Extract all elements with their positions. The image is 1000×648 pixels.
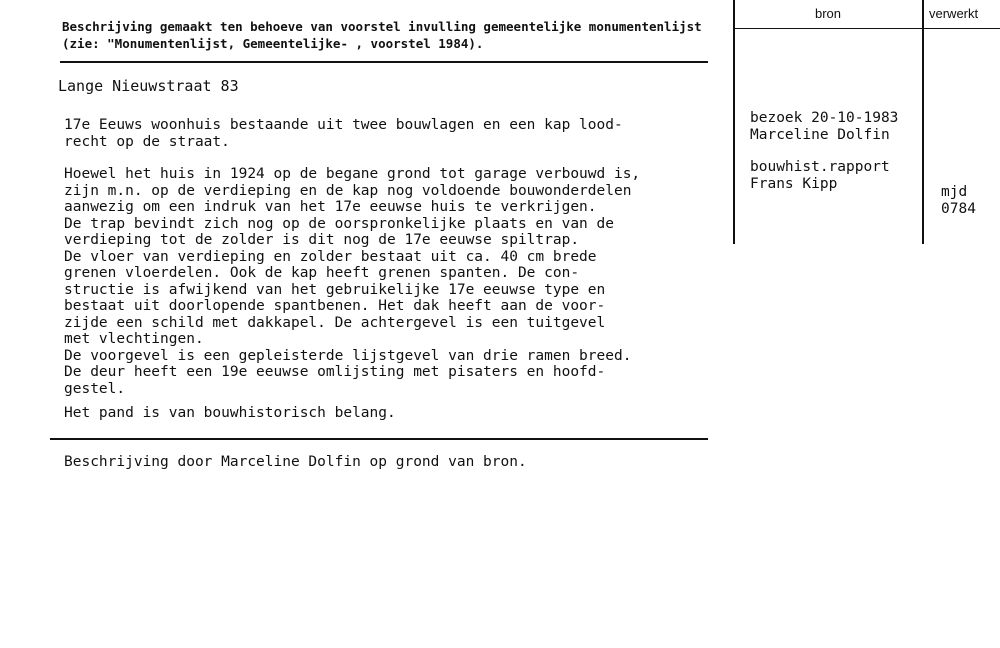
header-line-2: (zie: "Monumentenlijst, Gemeentelijke- , voorstel 1984). [62,36,484,51]
header-line-1: Beschrijving gemaakt ten behoeve van voorstel invulling gemeentelijke monumentenlijst [62,19,702,34]
column-divider-left [733,0,735,244]
source-entry-visit: bezoek 20-10-1983 Marceline Dolfin [750,110,899,143]
header-divider [60,61,708,63]
footer-divider [50,438,708,440]
address-heading: Lange Nieuwstraat 83 [58,77,239,95]
verwerkt-entry: mjd 0784 [941,184,976,217]
column-header-divider [733,28,1000,29]
bron-column-heading: bron [815,6,842,21]
column-divider-right [922,0,924,244]
verwerkt-column-heading: verwerkt [929,6,979,21]
source-entry-report: bouwhist.rapport Frans Kipp [750,159,890,192]
description-paragraph-2: Hoewel het huis in 1924 op de begane grond tot garage verbouwd is, zijn m.n. op de verdieping en de kap nog voldoende bouwonderdelen aanwezig om een indruk van het 17e eeuwse huis te verkrijgen. De trap bevindt zich nog op de oorspronkelijke plaats en van de verdieping tot de zolder is dit nog de 17e eeuwse spiltrap. De vloer van verdieping en zolder bestaat uit ca. 40 cm brede grenen vloerdelen. Ook de kap heeft grenen spanten. De con- structie is afwijkend van het gebruikelijke 17e eeuwse type en bestaat uit doorlopende spantbenen. Het dak heeft aan de voor- zijde een schild met dakkapel. De achtergevel is een tuitgevel met vlechtingen. De voorgevel is een gepleisterde lijstgevel van drie ramen breed. De deur heeft een 19e eeuwse omlijsting met pisaters en hoofd- gestel. [64,166,641,397]
description-paragraph-1: 17e Eeuws woonhuis bestaande uit twee bouwlagen en een kap lood- recht op de straat. [64,117,623,150]
description-paragraph-3: Het pand is van bouwhistorisch belang. [64,405,396,421]
footer-note: Beschrijving door Marceline Dolfin op grond van bron. [64,454,527,470]
